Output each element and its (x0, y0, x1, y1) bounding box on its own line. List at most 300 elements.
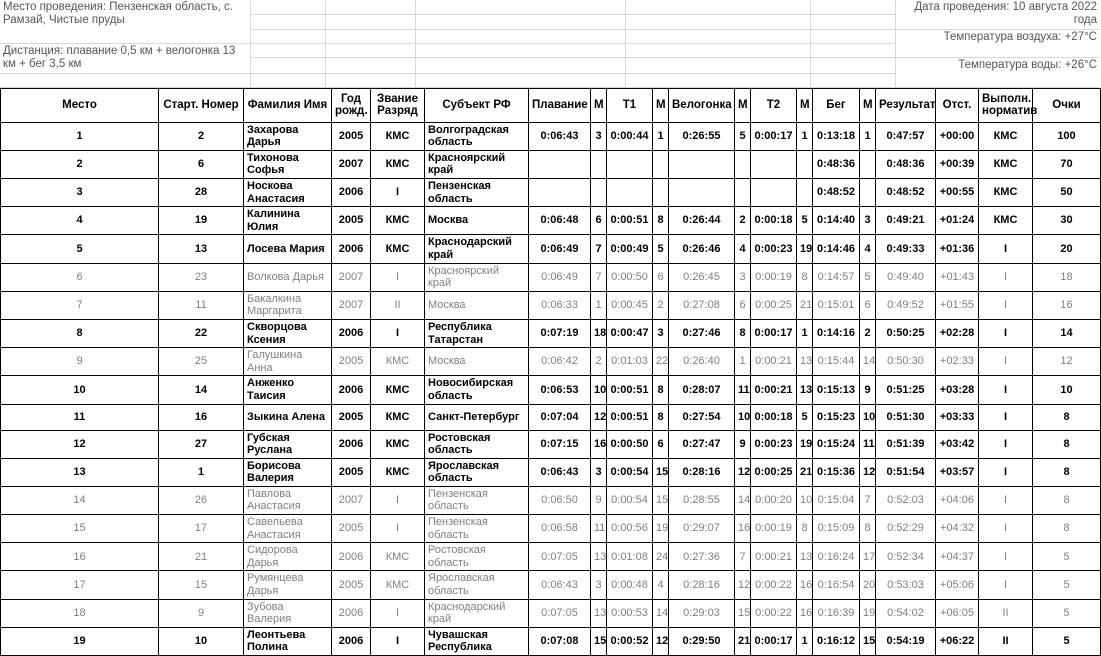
meta-spacer-b4 (325, 43, 415, 57)
table-row (1, 319, 1101, 347)
cell-result-time: 0:54:19 (876, 627, 936, 655)
cell-result-time: 0:52:29 (876, 515, 936, 543)
cell-points: 10 (1033, 376, 1101, 404)
cell-t2-time: 0:00:21 (751, 348, 797, 376)
cell-swim-time: 0:06:43 (529, 122, 591, 150)
cell-swim-place: 18 (591, 319, 607, 347)
meta-spacer-c1 (415, 0, 625, 15)
cell-rank: КМС (371, 571, 425, 599)
table-row (1, 291, 1101, 319)
cell-swim-time: 0:07:08 (529, 627, 591, 655)
cell-norm: I (979, 263, 1033, 291)
cell-t2-place: 16 (797, 571, 813, 599)
cell-gap: +03:42 (936, 430, 979, 458)
cell-run-place (860, 150, 876, 178)
cell-birth-year: 2006 (332, 627, 371, 655)
cell-t1-place: 5 (653, 235, 669, 263)
cell-run-place: 12 (860, 458, 876, 486)
cell-bike-place: 10 (735, 404, 751, 430)
cell-place: 6 (1, 263, 159, 291)
cell-region: Москва (425, 207, 529, 235)
cell-bike-time: 0:26:44 (669, 207, 735, 235)
cell-bike-place: 2 (735, 207, 751, 235)
cell-birth-year: 2006 (332, 179, 371, 207)
cell-place: 12 (1, 430, 159, 458)
cell-birth-year: 2005 (332, 458, 371, 486)
table-header-row (1, 88, 1101, 122)
cell-points: 5 (1033, 543, 1101, 571)
cell-bike-time: 0:29:07 (669, 515, 735, 543)
cell-bike-time (669, 150, 735, 178)
table-row (1, 263, 1101, 291)
cell-points: 8 (1033, 430, 1101, 458)
cell-run-place: 5 (860, 263, 876, 291)
cell-norm: I (979, 291, 1033, 319)
cell-start-number: 2 (159, 122, 244, 150)
cell-swim-place (591, 179, 607, 207)
table-row (1, 348, 1101, 376)
cell-birth-year: 2005 (332, 122, 371, 150)
meta-spacer-e5 (810, 57, 895, 73)
cell-t2-time: 0:00:17 (751, 319, 797, 347)
cell-place: 8 (1, 319, 159, 347)
cell-bike-place: 11 (735, 376, 751, 404)
cell-start-number: 14 (159, 376, 244, 404)
table-row (1, 235, 1101, 263)
cell-t2-place: 21 (797, 458, 813, 486)
cell-t1-place: 19 (653, 515, 669, 543)
cell-bike-place (735, 150, 751, 178)
cell-points: 8 (1033, 458, 1101, 486)
cell-gap: +06:05 (936, 599, 979, 627)
cell-run-time: 0:15:36 (813, 458, 860, 486)
cell-region: Пензенская область (425, 486, 529, 514)
venue-text: Место проведения: Пензенская область, с. Рамзай, Чистые пруды (0, 0, 250, 43)
cell-region: Красноярский край (425, 150, 529, 178)
cell-gap: +01:24 (936, 207, 979, 235)
cell-place: 18 (1, 599, 159, 627)
cell-rank: КМС (371, 543, 425, 571)
cell-rank: I (371, 179, 425, 207)
cell-birth-year: 2006 (332, 376, 371, 404)
cell-norm: КМС (979, 122, 1033, 150)
cell-result-time: 0:53:03 (876, 571, 936, 599)
header-run-place: М (860, 88, 876, 122)
cell-t2-place: 19 (797, 430, 813, 458)
meta-spacer-b5 (325, 57, 415, 73)
cell-run-place (860, 179, 876, 207)
cell-gap: +02:33 (936, 348, 979, 376)
cell-t2-place: 19 (797, 235, 813, 263)
cell-run-place: 9 (860, 376, 876, 404)
cell-t2-time: 0:00:20 (751, 486, 797, 514)
cell-place: 10 (1, 376, 159, 404)
meta-spacer-a3 (250, 29, 325, 43)
table-row (1, 486, 1101, 514)
cell-start-number: 10 (159, 627, 244, 655)
cell-run-place: 1 (860, 122, 876, 150)
cell-run-time: 0:13:18 (813, 122, 860, 150)
cell-result-time: 0:49:40 (876, 263, 936, 291)
cell-result-time: 0:51:39 (876, 430, 936, 458)
cell-result-time: 0:47:57 (876, 122, 936, 150)
cell-place: 9 (1, 348, 159, 376)
cell-t2-place: 5 (797, 404, 813, 430)
cell-t2-time: 0:00:22 (751, 571, 797, 599)
cell-points: 100 (1033, 122, 1101, 150)
meta-spacer-z0 (0, 73, 250, 87)
cell-rank: КМС (371, 376, 425, 404)
cell-swim-place: 10 (591, 376, 607, 404)
cell-t2-time: 0:00:21 (751, 543, 797, 571)
cell-t1-time: 0:00:44 (607, 122, 653, 150)
cell-bike-place: 8 (735, 319, 751, 347)
meta-spacer-e3 (810, 29, 895, 43)
cell-swim-place (591, 150, 607, 178)
cell-athlete-name: Леонтьева Полина (244, 627, 332, 655)
table-row (1, 458, 1101, 486)
cell-gap: +01:43 (936, 263, 979, 291)
cell-athlete-name: Захарова Дарья (244, 122, 332, 150)
cell-place: 5 (1, 235, 159, 263)
cell-place: 7 (1, 291, 159, 319)
cell-run-time: 0:16:39 (813, 599, 860, 627)
table-row (1, 179, 1101, 207)
cell-points: 8 (1033, 515, 1101, 543)
cell-norm: I (979, 515, 1033, 543)
cell-swim-time: 0:06:48 (529, 207, 591, 235)
cell-norm: I (979, 430, 1033, 458)
cell-t1-place: 8 (653, 404, 669, 430)
cell-t2-time: 0:00:19 (751, 515, 797, 543)
cell-t2-place: 8 (797, 263, 813, 291)
meta-spacer-d6 (625, 73, 810, 87)
cell-bike-place: 1 (735, 348, 751, 376)
cell-birth-year: 2007 (332, 150, 371, 178)
cell-result-time: 0:48:36 (876, 150, 936, 178)
cell-region: Ростовская область (425, 430, 529, 458)
cell-rank: КМС (371, 458, 425, 486)
cell-run-time: 0:15:23 (813, 404, 860, 430)
cell-t2-place: 1 (797, 319, 813, 347)
cell-bike-place: 9 (735, 430, 751, 458)
cell-run-time: 0:14:16 (813, 319, 860, 347)
cell-swim-place: 1 (591, 291, 607, 319)
cell-result-time: 0:51:30 (876, 404, 936, 430)
cell-birth-year: 2007 (332, 486, 371, 514)
cell-rank: I (371, 515, 425, 543)
cell-start-number: 17 (159, 515, 244, 543)
cell-place: 17 (1, 571, 159, 599)
cell-place: 2 (1, 150, 159, 178)
cell-t2-place: 16 (797, 599, 813, 627)
header-bike-place: М (735, 88, 751, 122)
cell-result-time: 0:51:54 (876, 458, 936, 486)
meta-spacer-e1 (810, 0, 895, 15)
cell-bike-time: 0:27:36 (669, 543, 735, 571)
cell-run-time: 0:14:46 (813, 235, 860, 263)
cell-bike-time (669, 179, 735, 207)
cell-t2-time: 0:00:23 (751, 430, 797, 458)
cell-run-time: 0:48:36 (813, 150, 860, 178)
cell-t1-time: 0:00:52 (607, 627, 653, 655)
cell-region: Пензенская область (425, 179, 529, 207)
cell-gap: +02:28 (936, 319, 979, 347)
cell-swim-time (529, 179, 591, 207)
cell-place: 14 (1, 486, 159, 514)
meta-spacer-a4 (250, 43, 325, 57)
cell-swim-time: 0:06:43 (529, 571, 591, 599)
header-swim-place: М (591, 88, 607, 122)
cell-gap: +04:06 (936, 486, 979, 514)
cell-t2-time: 0:00:25 (751, 458, 797, 486)
cell-athlete-name: Зубова Валерия (244, 599, 332, 627)
cell-rank: I (371, 627, 425, 655)
cell-t1-time: 0:00:50 (607, 430, 653, 458)
cell-result-time: 0:54:02 (876, 599, 936, 627)
cell-run-place: 3 (860, 207, 876, 235)
cell-region: Чувашская Республика (425, 627, 529, 655)
cell-points: 8 (1033, 486, 1101, 514)
cell-bike-time: 0:28:07 (669, 376, 735, 404)
cell-gap: +01:36 (936, 235, 979, 263)
cell-t1-place: 1 (653, 122, 669, 150)
cell-norm: КМС (979, 207, 1033, 235)
cell-t1-time: 0:00:49 (607, 235, 653, 263)
cell-rank: II (371, 291, 425, 319)
cell-t1-time: 0:00:56 (607, 515, 653, 543)
cell-t1-place: 8 (653, 376, 669, 404)
header-bike: Велогонка (669, 88, 735, 122)
cell-gap: +03:57 (936, 458, 979, 486)
cell-gap: +03:33 (936, 404, 979, 430)
cell-points: 5 (1033, 627, 1101, 655)
cell-gap: +04:37 (936, 543, 979, 571)
cell-run-time: 0:15:13 (813, 376, 860, 404)
cell-t2-place: 13 (797, 376, 813, 404)
cell-run-time: 0:15:04 (813, 486, 860, 514)
cell-region: Москва (425, 348, 529, 376)
cell-bike-place: 7 (735, 543, 751, 571)
table-row (1, 571, 1101, 599)
cell-t2-place (797, 150, 813, 178)
water-temperature: Температура воды: +26°C (895, 57, 1100, 87)
cell-t2-time: 0:00:17 (751, 627, 797, 655)
table-row (1, 515, 1101, 543)
table-row (1, 376, 1101, 404)
meta-spacer-c3 (415, 29, 625, 43)
table-row (1, 627, 1101, 655)
cell-swim-time: 0:06:42 (529, 348, 591, 376)
cell-bike-place: 16 (735, 515, 751, 543)
cell-rank: I (371, 486, 425, 514)
cell-t2-place: 21 (797, 291, 813, 319)
cell-bike-time: 0:27:47 (669, 430, 735, 458)
cell-run-time: 0:15:24 (813, 430, 860, 458)
cell-birth-year: 2006 (332, 430, 371, 458)
cell-bike-place: 14 (735, 486, 751, 514)
cell-region: Республика Татарстан (425, 319, 529, 347)
cell-run-time: 0:14:57 (813, 263, 860, 291)
cell-norm: II (979, 599, 1033, 627)
cell-swim-place: 2 (591, 348, 607, 376)
cell-bike-place: 5 (735, 122, 751, 150)
cell-t2-place: 8 (797, 515, 813, 543)
cell-points: 8 (1033, 404, 1101, 430)
cell-bike-time: 0:26:40 (669, 348, 735, 376)
cell-norm: КМС (979, 150, 1033, 178)
cell-bike-time: 0:28:16 (669, 571, 735, 599)
cell-swim-time: 0:07:05 (529, 599, 591, 627)
cell-birth-year: 2005 (332, 404, 371, 430)
cell-run-time: 0:14:40 (813, 207, 860, 235)
header-result: Результат (876, 88, 936, 122)
cell-run-time: 0:15:09 (813, 515, 860, 543)
table-row (1, 150, 1101, 178)
cell-t2-time: 0:00:18 (751, 207, 797, 235)
cell-swim-place: 3 (591, 122, 607, 150)
cell-norm: I (979, 571, 1033, 599)
meta-spacer-e4 (810, 43, 895, 57)
cell-athlete-name: Зыкина Алена (244, 404, 332, 430)
cell-rank: КМС (371, 235, 425, 263)
cell-region: Санкт-Петербург (425, 404, 529, 430)
meta-spacer-d3 (625, 29, 810, 43)
cell-swim-time: 0:06:33 (529, 291, 591, 319)
cell-start-number: 11 (159, 291, 244, 319)
cell-birth-year: 2006 (332, 235, 371, 263)
cell-bike-time: 0:26:45 (669, 263, 735, 291)
cell-t1-time: 0:00:48 (607, 571, 653, 599)
cell-athlete-name: Тихонова Софья (244, 150, 332, 178)
meta-spacer-d1 (625, 0, 810, 15)
header-gap: Отст. (936, 88, 979, 122)
meta-spacer-b1 (325, 0, 415, 15)
cell-t1-place: 4 (653, 571, 669, 599)
cell-birth-year: 2007 (332, 263, 371, 291)
cell-region: Пензенская область (425, 515, 529, 543)
cell-run-time: 0:48:52 (813, 179, 860, 207)
results-table-body (1, 122, 1101, 655)
cell-t1-time (607, 150, 653, 178)
cell-region: Ярославская область (425, 458, 529, 486)
cell-place: 19 (1, 627, 159, 655)
cell-t1-place: 2 (653, 291, 669, 319)
cell-t1-time: 0:00:51 (607, 404, 653, 430)
cell-run-time: 0:16:12 (813, 627, 860, 655)
cell-gap: +04:32 (936, 515, 979, 543)
distance-text: Дистанция: плавание 0,5 км + велогонка 13 км + бег 3,5 км (0, 43, 250, 73)
cell-t2-place: 13 (797, 543, 813, 571)
cell-t1-place: 14 (653, 599, 669, 627)
cell-points: 18 (1033, 263, 1101, 291)
cell-norm: I (979, 376, 1033, 404)
cell-points: 12 (1033, 348, 1101, 376)
cell-t1-time: 0:00:47 (607, 319, 653, 347)
cell-athlete-name: Анженко Таисия (244, 376, 332, 404)
cell-run-place: 2 (860, 319, 876, 347)
cell-t2-place: 1 (797, 122, 813, 150)
cell-points: 70 (1033, 150, 1101, 178)
cell-result-time: 0:52:03 (876, 486, 936, 514)
cell-birth-year: 2007 (332, 291, 371, 319)
header-run: Бег (813, 88, 860, 122)
cell-result-time: 0:51:25 (876, 376, 936, 404)
cell-swim-place: 3 (591, 458, 607, 486)
cell-norm: I (979, 404, 1033, 430)
cell-birth-year: 2006 (332, 599, 371, 627)
cell-t2-time: 0:00:23 (751, 235, 797, 263)
cell-gap: +03:28 (936, 376, 979, 404)
cell-swim-place: 12 (591, 404, 607, 430)
cell-gap: +06:22 (936, 627, 979, 655)
cell-rank: КМС (371, 348, 425, 376)
cell-start-number: 6 (159, 150, 244, 178)
cell-bike-time: 0:28:55 (669, 486, 735, 514)
cell-athlete-name: Волкова Дарья (244, 263, 332, 291)
cell-athlete-name: Сидорова Дарья (244, 543, 332, 571)
cell-gap: +00:55 (936, 179, 979, 207)
cell-t2-place: 10 (797, 486, 813, 514)
cell-t1-place: 6 (653, 263, 669, 291)
cell-bike-time: 0:29:03 (669, 599, 735, 627)
meta-spacer-c4 (415, 43, 625, 57)
cell-bike-place: 21 (735, 627, 751, 655)
cell-t2-time: 0:00:19 (751, 263, 797, 291)
meta-spacer-e2 (810, 15, 895, 30)
cell-bike-place: 12 (735, 458, 751, 486)
cell-place: 15 (1, 515, 159, 543)
cell-points: 5 (1033, 571, 1101, 599)
cell-swim-time: 0:06:49 (529, 263, 591, 291)
header-swim: Плавание (529, 88, 591, 122)
cell-rank: I (371, 599, 425, 627)
meta-spacer-a1 (250, 0, 325, 15)
cell-t1-time: 0:00:54 (607, 458, 653, 486)
cell-t2-place: 1 (797, 627, 813, 655)
cell-run-place: 19 (860, 599, 876, 627)
cell-points: 5 (1033, 599, 1101, 627)
header-rank: Звание Разряд (371, 88, 425, 122)
meta-spacer-d5 (625, 57, 810, 73)
cell-run-time: 0:15:01 (813, 291, 860, 319)
cell-t1-time: 0:01:08 (607, 543, 653, 571)
cell-rank: КМС (371, 150, 425, 178)
cell-points: 14 (1033, 319, 1101, 347)
cell-t1-time (607, 179, 653, 207)
cell-run-place: 11 (860, 430, 876, 458)
cell-start-number: 25 (159, 348, 244, 376)
cell-place: 13 (1, 458, 159, 486)
cell-region: Волгоградская область (425, 122, 529, 150)
cell-region: Краснодарский край (425, 235, 529, 263)
cell-birth-year: 2005 (332, 515, 371, 543)
cell-athlete-name: Румянцева Дарья (244, 571, 332, 599)
cell-bike-place: 4 (735, 235, 751, 263)
cell-start-number: 16 (159, 404, 244, 430)
table-row (1, 404, 1101, 430)
table-row (1, 430, 1101, 458)
cell-start-number: 1 (159, 458, 244, 486)
cell-birth-year: 2006 (332, 543, 371, 571)
cell-place: 4 (1, 207, 159, 235)
header-place: Место (1, 88, 159, 122)
cell-start-number: 23 (159, 263, 244, 291)
meta-spacer-e6 (810, 73, 895, 87)
cell-run-place: 17 (860, 543, 876, 571)
cell-swim-time: 0:06:53 (529, 376, 591, 404)
cell-swim-time: 0:06:43 (529, 458, 591, 486)
